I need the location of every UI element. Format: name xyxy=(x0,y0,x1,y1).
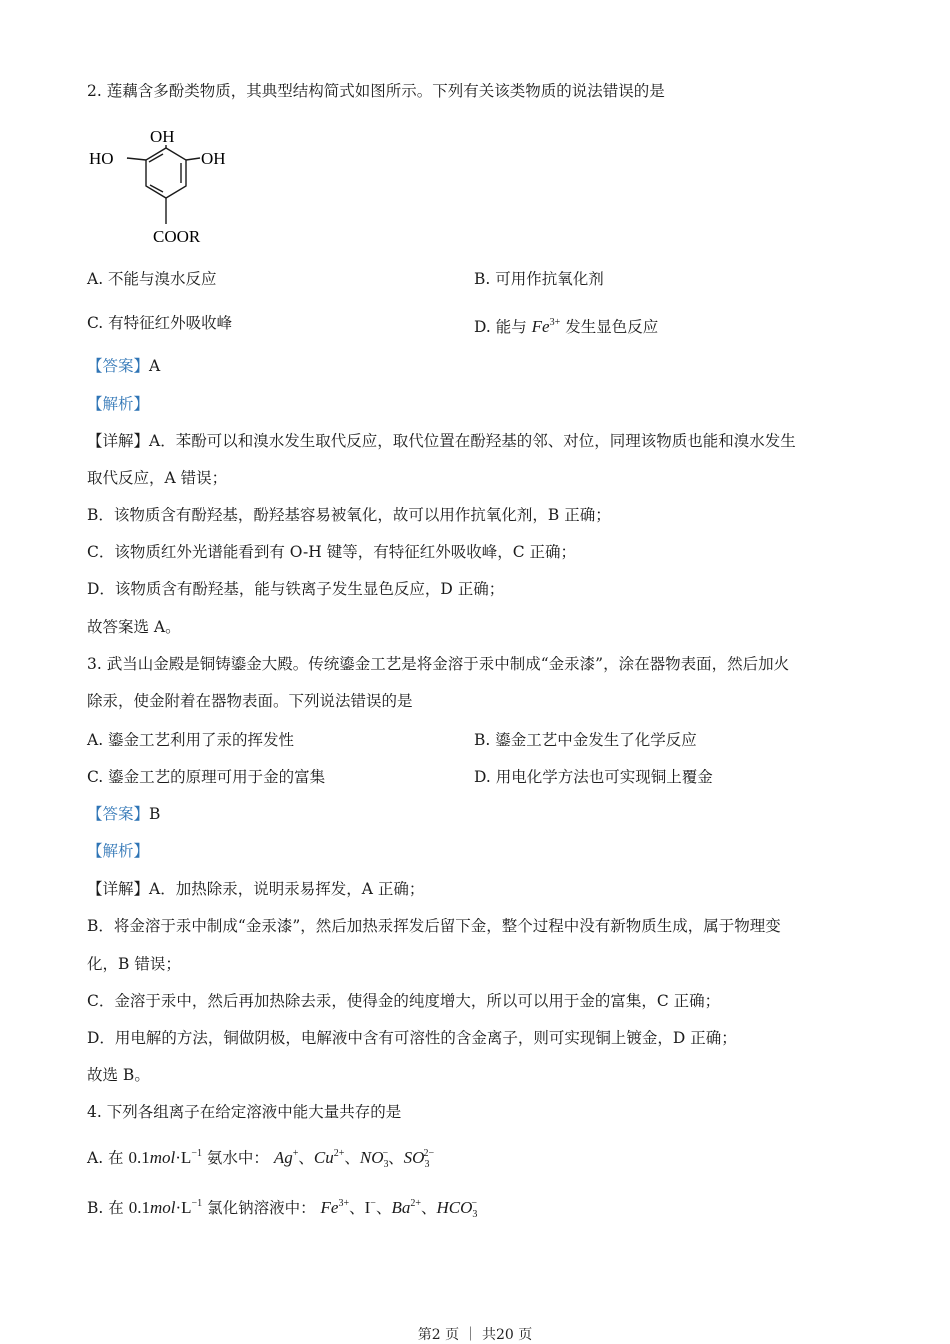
q4-b-ion-hco3: $HCO_3^-$ xyxy=(436,1198,478,1220)
q4-a-ion-cu: $Cu^{2+}$ xyxy=(313,1148,345,1167)
q3-analysis-tag: 【解析】 xyxy=(87,842,150,860)
q3-detail-line: C．金溶于汞中，然后再加热除去汞，使得金的纯度增大，所以可以用于金的富集，C 正确； xyxy=(87,992,721,1010)
q4-a-ion-ag: Ag+ xyxy=(273,1148,299,1167)
q4-a-ion-no3: $NO_3^-$ xyxy=(359,1148,389,1170)
answer-tag: 【答案】 xyxy=(87,357,150,375)
q3-detail-line: 化，B 错误； xyxy=(87,955,181,973)
q3-stem-line1: 3. 武当山金殿是铜铸鎏金大殿。传统鎏金工艺是将金溶于汞中制成“金汞漆”，涂在器物表面，然后加火 xyxy=(87,655,790,673)
q2-option-b: B. 可用作抗氧化剂 xyxy=(474,270,604,288)
q2-option-d-ion: $Fe^{3+}$ xyxy=(531,317,561,336)
q2-option-d-suffix: 发生显色反应 xyxy=(565,318,659,336)
structure-top-oh: OH xyxy=(150,127,175,146)
q4-a-concentration: $0.1mol\cdot L^{-1}$ xyxy=(128,1148,202,1167)
q2-detail-line: C．该物质红外光谱能看到有 O-H 键等，有特征红外吸收峰，C 正确； xyxy=(87,543,577,561)
q4-b-ion-fe: $Fe^{3+}$ xyxy=(320,1198,350,1217)
structure-cooR: COOR xyxy=(153,227,201,246)
q2-detail-line: 【详解】A．苯酚可以和溴水发生取代反应，取代位置在酚羟基的邻、对位，同理该物质也能和溴水发生 xyxy=(87,432,796,450)
q2-option-a: A. 不能与溴水反应 xyxy=(87,270,217,288)
q2-option-c: C. 有特征红外吸收峰 xyxy=(87,314,233,332)
q3-detail-line: D．用电解的方法，铜做阴极，电解液中含有可溶性的含金离子，则可实现铜上镀金，D 正确； xyxy=(87,1029,737,1047)
q3-detail-line: 故选 B。 xyxy=(87,1066,150,1084)
q4-a-ion-so3: $SO_3^{2-}$ xyxy=(403,1148,435,1170)
q3-detail-line: B．将金溶于汞中制成“金汞漆”，然后加热汞挥发后留下金，整个过程中没有新物质生成，属于物理变 xyxy=(87,917,781,935)
q4-stem: 4. 下列各组离子在给定溶液中能大量共存的是 xyxy=(87,1103,402,1121)
q2-option-d xyxy=(474,312,658,338)
q2-option-d-prefix: D. 能与 xyxy=(474,318,527,336)
q4-option-a: A. 在 $0.1mol\cdot L^{-1}$ 氨水中： Ag+、$Cu^{2+}$、$NO_3^-$、$SO_3^{2-}$ xyxy=(87,1148,435,1170)
structure-left-oh: HO xyxy=(89,149,114,168)
q3-stem-line2: 除汞，使金附着在器物表面。下列说法错误的是 xyxy=(87,692,413,710)
q4-b-ion-ba: $Ba^{2+}$ xyxy=(391,1198,421,1217)
answer-tag: 【答案】 xyxy=(87,805,150,823)
polyphenol-structure xyxy=(86,120,246,250)
q4-b-concentration: $0.1mol\cdot L^{-1}$ xyxy=(128,1198,203,1217)
answer-value: B xyxy=(149,805,161,823)
q4-option-b: B. 在 $0.1mol\cdot L^{-1}$ 氯化钠溶液中： $Fe^{3+}$、I−、$Ba^{2+}$、$HCO_3^-$ xyxy=(87,1198,478,1220)
q2-stem: 2. 莲藕含多酚类物质，其典型结构简式如图所示。下列有关该类物质的说法错误的是 xyxy=(87,82,665,100)
q3-detail-line: 【详解】A．加热除汞，说明汞易挥发，A 正确； xyxy=(87,880,425,898)
q3-answer xyxy=(87,803,864,825)
q3-option-d: D. 用电化学方法也可实现铜上覆金 xyxy=(474,768,713,786)
q3-option-a: A. 鎏金工艺利用了汞的挥发性 xyxy=(87,731,295,749)
page-footer: 第2 页 ｜ 共20 页 xyxy=(417,1327,533,1343)
q2-detail-line: B．该物质含有酚羟基，酚羟基容易被氧化，故可以用作抗氧化剂，B 正确； xyxy=(87,506,611,524)
q3-option-b: B. 鎏金工艺中金发生了化学反应 xyxy=(474,731,697,749)
q3-option-c: C. 鎏金工艺的原理可用于金的富集 xyxy=(87,768,326,786)
q2-detail-line: D．该物质含有酚羟基，能与铁离子发生显色反应，D 正确； xyxy=(87,580,505,598)
q2-detail-line: 取代反应，A 错误； xyxy=(87,469,228,487)
q2-detail-line: 故答案选 A。 xyxy=(87,618,181,636)
q2-answer xyxy=(87,355,864,377)
answer-value: A xyxy=(149,357,161,375)
structure-right-oh: OH xyxy=(201,149,226,168)
q4-b-ion-i: I− xyxy=(364,1198,376,1217)
q2-analysis-tag: 【解析】 xyxy=(87,395,150,413)
